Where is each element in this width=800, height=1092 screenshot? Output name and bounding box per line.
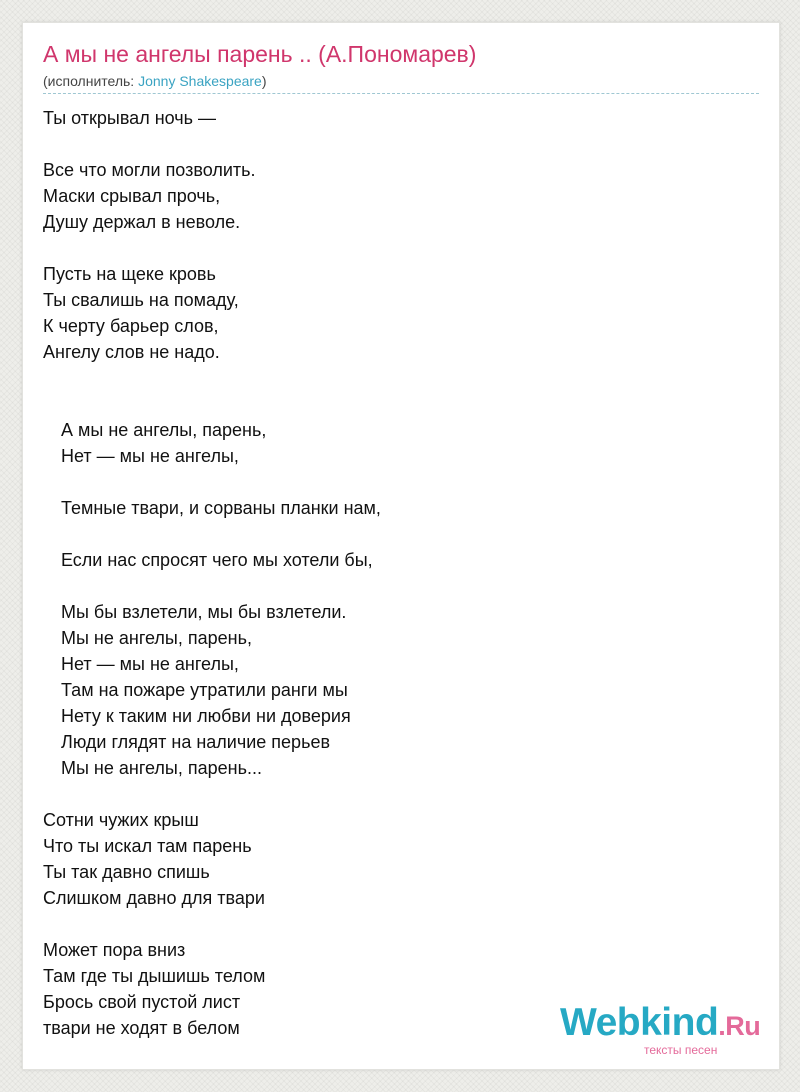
lyric-line: Пусть на щеке кровь [43,264,216,284]
lyric-blank-line [43,469,381,495]
lyric-line: Там где ты дышишь телом [43,966,266,986]
lyric-blank-line [43,235,381,261]
artist-link[interactable]: Jonny Shakespeare [138,73,262,89]
lyrics-page [22,22,780,1070]
lyric-line: К черту барьер слов, [43,316,219,336]
song-title: А мы не ангелы парень .. (А.Пономарев) [43,41,477,67]
lyric-line: Ты так давно спишь [43,862,210,882]
lyric-line: Темные твари, и сорваны планки нам, [61,498,381,518]
lyric-line: Люди глядят на наличие перьев [61,732,331,752]
lyric-blank-line [43,131,381,157]
lyric-line: Слишком давно для твари [43,888,265,908]
lyric-line: Если нас спросят чего мы хотели бы, [61,550,373,570]
lyric-blank-line [43,365,381,391]
lyric-line: Душу держал в неволе. [43,212,241,232]
logo-tagline: тексты песен [644,1043,718,1057]
lyric-line: Брось свой пустой лист [43,992,241,1012]
lyric-line: Маски срывал прочь, [43,186,221,206]
header-divider [43,93,759,94]
artist-prefix: (исполнитель: [43,73,139,89]
lyric-blank-line [43,521,381,547]
site-logo[interactable] [560,1003,760,1065]
lyric-line: А мы не ангелы, парень, [61,420,267,440]
lyric-line: Сотни чужих крыш [43,810,199,830]
lyric-blank-line [43,391,381,417]
lyrics-body [43,105,381,1041]
logo-name: Webkind [560,1001,719,1044]
lyric-blank-line [43,573,381,599]
lyric-blank-line [43,911,381,937]
lyric-line: Мы не ангелы, парень... [61,758,262,778]
logo-wordmark [560,1003,760,1042]
lyric-line: Мы не ангелы, парень, [61,628,252,648]
artist-line [43,73,267,89]
lyric-line: Нету к таким ни любви ни доверия [61,706,351,726]
lyric-line: Ангелу слов не надо. [43,342,220,362]
lyric-line: Ты открывал ночь — [43,108,217,128]
logo-tld: .Ru [718,1011,761,1041]
lyric-line: Нет — мы не ангелы, [61,654,239,674]
lyric-line: твари не ходят в белом [43,1018,240,1038]
lyric-line: Нет — мы не ангелы, [61,446,239,466]
lyric-line: Что ты искал там парень [43,836,252,856]
lyric-blank-line [43,781,381,807]
artist-suffix: ) [261,73,267,89]
lyric-line: Ты свалишь на помаду, [43,290,239,310]
lyric-line: Мы бы взлетели, мы бы взлетели. [61,602,347,622]
lyric-line: Может пора вниз [43,940,186,960]
lyric-line: Все что могли позволить. [43,160,256,180]
lyric-line: Там на пожаре утратили ранги мы [61,680,348,700]
